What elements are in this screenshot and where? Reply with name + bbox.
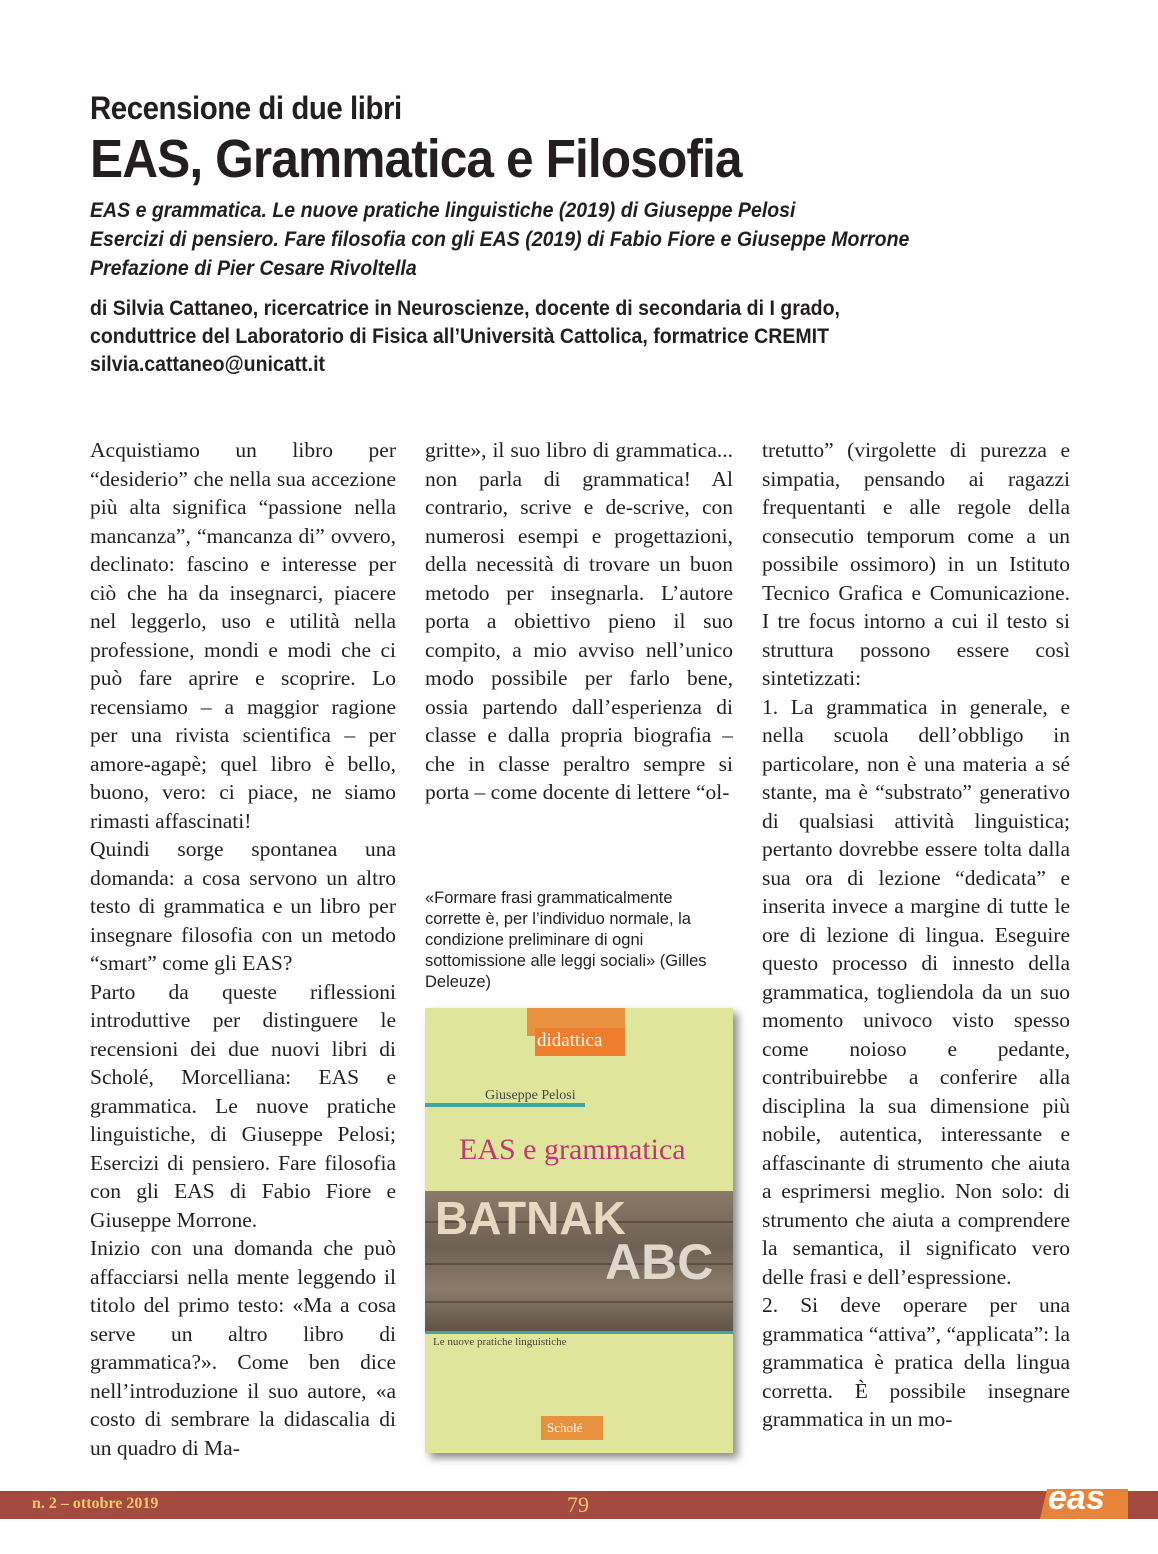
cover-subtitle: Le nuove pratiche linguistiche bbox=[433, 1336, 567, 1348]
page-footer bbox=[0, 1479, 1158, 1519]
paragraph: tretutto” (virgolette di purezza e simpatia, pensando ai ragazzi frequentanti e alle regole della consecutio temporum come a un possibile ossimoro) in un Istituto Tecnico Grafica e Comunicazione. I tre focus intorno a cui il testo si struttura possono essere così sintetizzati: bbox=[762, 438, 1070, 690]
book-subtitles bbox=[90, 196, 1090, 283]
paragraph: Inizio con una domanda che può affacciarsi nella mente leggendo il titolo del primo testo: «Ma a cosa serve un altro libro di grammatica?». Come ben dice nell’introduzione il suo autore, «a costo di sembrare la didascalia di un quadro di Ma- bbox=[90, 1236, 396, 1460]
paragraph: Acquistiamo un libro per “desiderio” che nella sua accezione più alta significa “passione nella mancanza”, “mancanza di” ovvero, declinato: fascino e interesse per ciò che ha da insegnarci, piacere nel leggerlo, uso e utilità nella professione, mondi e modi che ci può fare aprire e scoprire. Lo recensiamo – a maggior ragione per una rivista scientifica – per amore-agapè; quel libro è bello, buono, vero: ci piace, ne siamo rimasti affascinati! bbox=[90, 438, 396, 833]
author-email: silvia.cattaneo@unicatt.it bbox=[90, 353, 326, 376]
cover-publisher: Scholé bbox=[541, 1416, 603, 1440]
issue-label: n. 2 – ottobre 2019 bbox=[32, 1495, 159, 1512]
paragraph: Quindi sorge spontanea una domanda: a cosa servono un altro testo di grammatica e un libro per insegnare filosofia con un metodo “smart” come gli EAS? bbox=[90, 837, 396, 975]
article-header bbox=[90, 88, 1090, 379]
subtitle-line: EAS e grammatica. Le nuove pratiche linguistiche (2019) di Giuseppe Pelosi bbox=[90, 199, 796, 222]
subtitle-line: Esercizi di pensiero. Fare filosofia con gli EAS (2019) di Fabio Fiore e Giuseppe Morrone bbox=[90, 228, 910, 251]
text-column-3 bbox=[762, 436, 1070, 1434]
cover-rule bbox=[425, 1103, 585, 1107]
book-cover-image bbox=[425, 1008, 733, 1453]
pull-quote: «Formare frasi grammaticalmente corrette è, per l’individuo normale, la condizione preliminare di ogni sottomissione alle leggi sociali» (Gilles Deleuze) bbox=[425, 889, 707, 991]
cover-author: Giuseppe Pelosi bbox=[485, 1088, 576, 1103]
paragraph: gritte», il suo libro di grammatica... non parla di grammatica! Al contrario, scrive e de-scrive, con numerosi esempi e progettazioni, della necessità di trovare un buon metodo per insegnarla. L’autore porta a obiettivo pieno il suo compito, a mio avviso nell’unico modo possibile per farlo bene, ossia partendo dall’esperienza di classe e dalla propria biografia – che in classe peraltro sempre si porta – come docente di lettere “ol- bbox=[425, 438, 733, 804]
text-column-2 bbox=[425, 436, 733, 807]
wood-grain bbox=[425, 1301, 733, 1303]
text-column-1 bbox=[90, 436, 396, 1462]
cover-series: didattica bbox=[537, 1030, 603, 1051]
cover-rule bbox=[425, 1331, 733, 1334]
subtitle-line: Prefazione di Pier Cesare Rivoltella bbox=[90, 257, 417, 280]
cover-wooden-letters: BATNAK bbox=[435, 1192, 626, 1244]
paragraph: 2. Si deve operare per una grammatica “attiva”, “applicata”: la grammatica è pratica della lingua corretta. È possibile insegnare grammatica in un mo- bbox=[762, 1293, 1070, 1431]
author-line: conduttrice del Laboratorio di Fisica all’Università Cattolica, formatrice CREMIT bbox=[90, 325, 830, 348]
page-number: 79 bbox=[567, 1492, 589, 1517]
kicker: Recensione di due libri bbox=[90, 90, 402, 126]
article-title: EAS, Grammatica e Filosofia bbox=[90, 129, 742, 189]
eas-logo bbox=[1040, 1479, 1130, 1521]
logo-text: eas bbox=[1048, 1479, 1105, 1517]
cover-photo bbox=[425, 1191, 733, 1331]
author-info bbox=[90, 295, 1090, 379]
paragraph: 1. La grammatica in generale, e nella scuola dell’obbligo in particolare, non è una materia a sé stante, ma è “substrato” generativo di qualsiasi attività linguistica; pertanto dovrebbe essere tolta dalla sua ora di lezione “dedicata” e inserita invece a margine di tutte le ore di lezione di lingua. Eseguire questo processo di innesto della grammatica, togliendola da un suo momento univoco visto spesso come noioso e pedante, contribuirebbe a conferire alla disciplina la sua dimensione più nobile, autentica, interessante e affascinante di strumento che aiuta a esprimersi meglio. Non solo: di strumento che aiuta a comprendere la semantica, il significato vero delle frasi e dell’espressione. bbox=[762, 694, 1070, 1289]
cover-abc: ABC bbox=[605, 1234, 714, 1290]
paragraph: Parto da queste riflessioni introduttive per distinguere le recensioni dei due nuovi libri di Scholé, Morcelliana: EAS e grammatica. Le nuove pratiche linguistiche, di Giuseppe Pelosi; Esercizi di pensiero. Fare filosofia con gli EAS di Fabio Fiore e Giuseppe Morrone. bbox=[90, 979, 396, 1232]
cover-title: EAS e grammatica bbox=[459, 1133, 686, 1166]
author-line: di Silvia Cattaneo, ricercatrice in Neuroscienze, docente di secondaria di I grado, bbox=[90, 297, 840, 320]
